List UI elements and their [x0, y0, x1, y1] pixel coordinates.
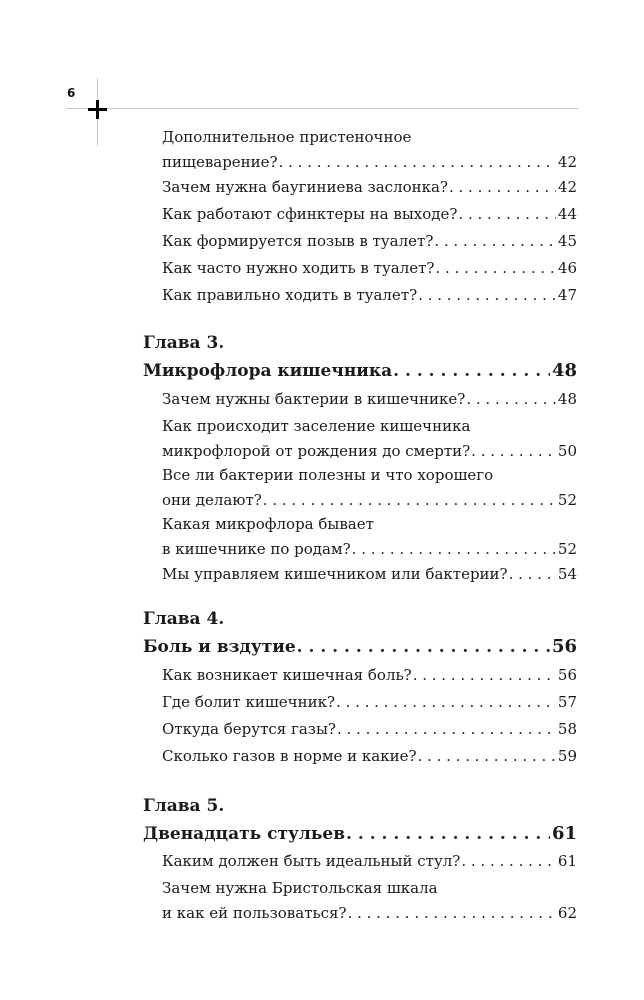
toc-entry[interactable]: [162, 876, 577, 926]
leader-dots: [449, 175, 556, 200]
chapter-heading[interactable]: [143, 606, 577, 660]
chapter-heading[interactable]: [143, 793, 577, 847]
chapter-page-number: 61: [551, 823, 577, 844]
leader-dots: [336, 690, 556, 715]
toc-entry-text: в кишечнике по родам?: [162, 540, 351, 558]
toc-page-number: 45: [557, 232, 577, 250]
leader-dots: [413, 663, 556, 688]
leader-dots: [337, 717, 556, 742]
toc-entry-text: и как ей пользоваться?: [162, 904, 347, 922]
toc-entry[interactable]: [162, 125, 577, 175]
leader-dots: [434, 229, 556, 254]
toc-entry-text: Как работают сфинктеры на выходе?: [162, 205, 458, 223]
leader-dots: [393, 358, 550, 385]
leader-dots: [418, 744, 556, 769]
chapter-title: Микрофлора кишечника: [143, 361, 393, 381]
page-number: 6: [67, 86, 76, 100]
chapter-label: Глава 5.: [143, 796, 225, 816]
toc-entry-text: Как формируется позыв в туалет?: [162, 232, 434, 250]
chapter-label: Глава 4.: [143, 609, 225, 629]
toc-entry-text: Какая микрофлора бывает: [162, 515, 374, 533]
leader-dots: [418, 283, 556, 308]
toc-entry-text: Каким должен быть идеальный стул?: [162, 852, 461, 870]
toc-entry[interactable]: [162, 463, 577, 513]
leader-dots: [471, 439, 556, 464]
leader-dots: [458, 202, 556, 227]
toc-page-number: 52: [557, 540, 577, 558]
leader-dots: [348, 901, 556, 926]
toc-entry[interactable]: [162, 387, 577, 412]
leader-dots: [297, 634, 550, 661]
toc-entry-text: Сколько газов в норме и какие?: [162, 747, 417, 765]
chapter-page-number: 56: [551, 636, 577, 657]
chapter-page-number: 48: [551, 360, 577, 381]
toc-entry[interactable]: [162, 175, 577, 200]
toc-entry-text: Как возникает кишечная боль?: [162, 666, 412, 684]
toc-page-number: 47: [557, 286, 577, 304]
toc-entry[interactable]: [162, 414, 577, 464]
toc-page-number: 46: [557, 259, 577, 277]
toc-entry-line: [162, 125, 577, 150]
toc-entry-text: Дополнительное пристеночное: [162, 128, 412, 146]
toc-entry[interactable]: [162, 663, 577, 688]
toc-entry[interactable]: [162, 744, 577, 769]
toc-entry[interactable]: [162, 690, 577, 715]
toc-entry[interactable]: [162, 229, 577, 254]
toc-entry-text: Как правильно ходить в туалет?: [162, 286, 418, 304]
toc-entry[interactable]: [162, 562, 577, 587]
chapter-title: Боль и вздутие: [143, 637, 296, 657]
leader-dots: [435, 256, 555, 281]
toc-page-number: 62: [557, 904, 577, 922]
toc-page-number: 42: [557, 178, 577, 196]
toc-entry-text: Где болит кишечник?: [162, 693, 335, 711]
leader-dots: [461, 849, 556, 874]
toc-page-number: 56: [557, 666, 577, 684]
leader-dots: [509, 562, 556, 587]
toc-entry-text: Зачем нужна Бристольская шкала: [162, 879, 438, 897]
toc-entry-text: они делают?: [162, 491, 262, 509]
toc-entry-text: Как часто нужно ходить в туалет?: [162, 259, 435, 277]
toc-page-number: 59: [557, 747, 577, 765]
toc-page-number: 42: [557, 153, 577, 171]
toc-page-number: 50: [557, 442, 577, 460]
toc-entry-text: Зачем нужны бактерии в кишечнике?: [162, 390, 466, 408]
toc-entry[interactable]: [162, 717, 577, 742]
toc-entry[interactable]: [162, 256, 577, 281]
toc-entry-text: Мы управляем кишечником или бактерии?: [162, 565, 508, 583]
toc-entry[interactable]: [162, 849, 577, 874]
toc-entry-text: Как происходит заселение кишечника: [162, 417, 471, 435]
chapter-label: Глава 3.: [143, 333, 225, 353]
toc-entry-text: Зачем нужна баугиниева заслонка?: [162, 178, 448, 196]
toc-page-number: 48: [557, 390, 577, 408]
toc-entry-text: Все ли бактерии полезны и что хорошего: [162, 466, 494, 484]
toc-entry[interactable]: [162, 202, 577, 227]
chapter-title: Двенадцать стульев: [143, 824, 346, 844]
toc-entry-text: пищеварение?: [162, 153, 278, 171]
toc-page-number: 58: [557, 720, 577, 738]
toc-page-number: 61: [557, 852, 577, 870]
toc-page-number: 52: [557, 491, 577, 509]
toc-page-number: 57: [557, 693, 577, 711]
toc-entry-text: микрофлорой от рождения до смерти?: [162, 442, 471, 460]
leader-dots: [346, 821, 550, 848]
leader-dots: [466, 387, 556, 412]
toc-entry-text: Откуда берутся газы?: [162, 720, 336, 738]
toc-entry[interactable]: [162, 283, 577, 308]
leader-dots: [263, 488, 556, 513]
toc-entry[interactable]: [162, 512, 577, 562]
leader-dots: [279, 150, 556, 175]
toc-page-number: 54: [557, 565, 577, 583]
toc-page-number: 44: [557, 205, 577, 223]
chapter-heading[interactable]: [143, 330, 577, 384]
leader-dots: [352, 537, 556, 562]
toc-entry-line: [162, 150, 577, 175]
